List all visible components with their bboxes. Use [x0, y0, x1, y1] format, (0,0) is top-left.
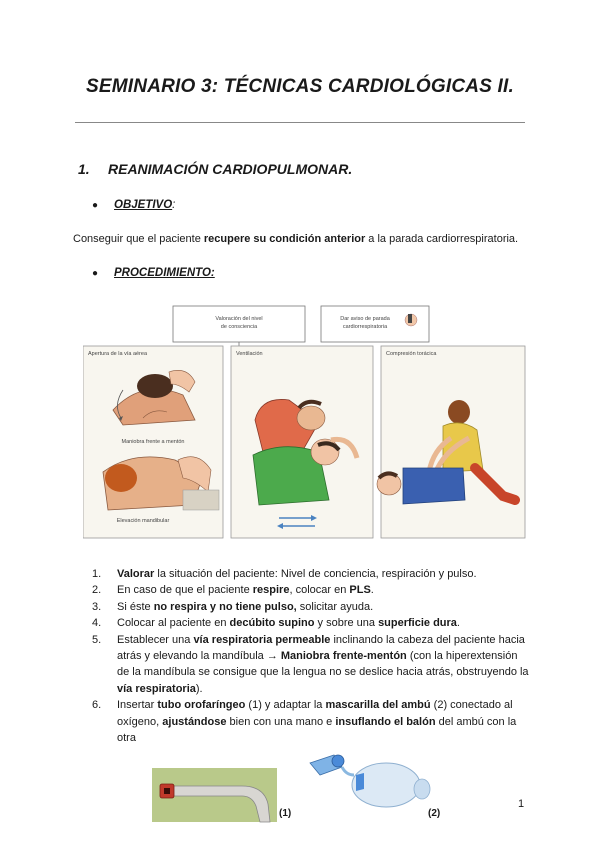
step-text-bold: mascarilla del ambú — [325, 699, 431, 712]
alert-text-line: Dar aviso de parada — [340, 316, 390, 322]
procedure-step-number: 3. — [92, 600, 102, 613]
step-text-bold: superficie dura — [378, 617, 457, 630]
step-text-run: . — [456, 617, 460, 630]
step-text-run: Establecer una — [117, 633, 194, 646]
step-text-bold: Maniobra frente-mentón — [280, 650, 407, 663]
procedure-step-text — [117, 632, 532, 698]
procedure-step-number: 5. — [92, 633, 102, 646]
procedure-step-number: 6. — [92, 699, 102, 712]
section-number: 1. — [78, 161, 90, 177]
objective-colon: : — [172, 199, 176, 211]
step-text-run: la situación del paciente: Nivel de conciencia, respiración y pulso. — [154, 568, 477, 580]
panel-compression-title: Compresión torácica — [386, 351, 437, 357]
page-title: SEMINARIO 3: TÉCNICAS CARDIOLÓGICAS II. — [86, 76, 514, 97]
step-text-bold: insuflando el balón — [335, 715, 436, 728]
procedure-step — [92, 697, 532, 746]
section-title: REANIMACIÓN CARDIOPULMONAR. — [108, 161, 353, 177]
panel-airway-caption-a: Maniobra frente a mentón — [121, 439, 185, 445]
step-text-run: del ambú con la otra — [117, 715, 517, 745]
panel-airway-caption-b: Elevación mandibular — [116, 518, 170, 524]
procedure-step-number: 1. — [92, 568, 102, 580]
procedure-step-text — [117, 566, 532, 582]
procedure-step-text — [117, 697, 532, 746]
step-text-run: (1) y adaptar la — [245, 699, 326, 712]
panel-airway-title: Apertura de la vía aérea — [88, 351, 148, 357]
procedure-step — [92, 632, 532, 698]
objective-bullet — [92, 199, 175, 211]
procedure-step — [92, 566, 532, 582]
ambu-label: (2) — [428, 808, 441, 819]
step-text-bold: vía respiratoria permeable — [193, 633, 331, 646]
step-text-run: ). — [195, 682, 203, 695]
procedure-bullet — [92, 267, 215, 279]
objective-text-bold: recupere su condición anterior — [203, 233, 366, 245]
procedure-step — [92, 599, 532, 615]
step-text-bold: respire — [252, 584, 290, 597]
consciousness-text-line: Valoración del nivel — [215, 316, 263, 322]
tube-label: (1) — [279, 808, 292, 819]
title-divider — [75, 122, 525, 123]
step-text-run: Colocar al paciente en — [117, 617, 230, 630]
step-text-run: . — [370, 584, 374, 597]
cpr-illustration — [83, 300, 527, 540]
step-text-run: solicitar ayuda. — [296, 600, 374, 613]
step-text-run: inclinando la cabeza del paciente hacia atrás y elevando la mandíbula → — [117, 633, 525, 663]
step-text-run: , colocar en — [289, 584, 350, 597]
step-text-run: (2) conectado al oxígeno, — [117, 699, 513, 728]
objective-text — [73, 233, 518, 245]
step-text-bold: no respira y no tiene pulso, — [153, 600, 297, 613]
panel-ventilation-title: Ventilación — [236, 351, 263, 357]
step-text-bold: tubo orofaríngeo — [157, 699, 246, 712]
consciousness-text-line: de consciencia — [220, 324, 258, 330]
objective-label: OBJETIVO — [114, 199, 173, 211]
step-text-bold: vía respiratoria — [117, 682, 196, 695]
step-text-bold: decúbito supino — [229, 617, 315, 630]
step-text-bold: PLS — [349, 584, 371, 597]
step-text-bold: ajustándose — [162, 715, 227, 728]
procedure-step-number: 4. — [92, 617, 102, 630]
procedure-step-number: 2. — [92, 584, 102, 597]
step-text-run: Si éste — [117, 600, 154, 613]
step-text-run: (con la hiperextensión de la mandíbula se consigue que la lengua no se deslice hacia atrás, obstruyendo la — [117, 650, 529, 679]
jaw-thrust-figure — [103, 457, 219, 510]
ambu-bag-image — [302, 745, 432, 820]
oropharyngeal-tube-image — [152, 768, 277, 826]
objective-text-part: Conseguir que el paciente — [73, 233, 204, 245]
step-text-run: En caso de que el paciente — [117, 584, 253, 597]
procedure-step-text — [117, 615, 532, 631]
step-text-bold: Valorar — [117, 568, 155, 580]
phone-hand-icon — [405, 314, 417, 326]
step-text-run: bien con una mano e — [226, 715, 336, 728]
section-heading — [78, 161, 352, 177]
step-text-run: Insertar — [117, 699, 158, 712]
procedure-step — [92, 615, 532, 631]
procedure-step-text — [117, 582, 532, 598]
alert-text-line: cardiorrespiratoria — [342, 324, 388, 330]
step-text-run: y sobre una — [314, 617, 379, 630]
procedure-steps — [92, 566, 532, 746]
bullet-dot-icon: ● — [92, 200, 99, 211]
objective-text-part: a la parada cardiorrespiratoria. — [365, 233, 519, 245]
page-number: 1 — [518, 798, 525, 810]
procedure-step-text — [117, 599, 532, 615]
procedure-label: PROCEDIMIENTO: — [114, 267, 215, 279]
procedure-step — [92, 582, 532, 598]
bullet-dot-icon: ● — [92, 268, 99, 279]
